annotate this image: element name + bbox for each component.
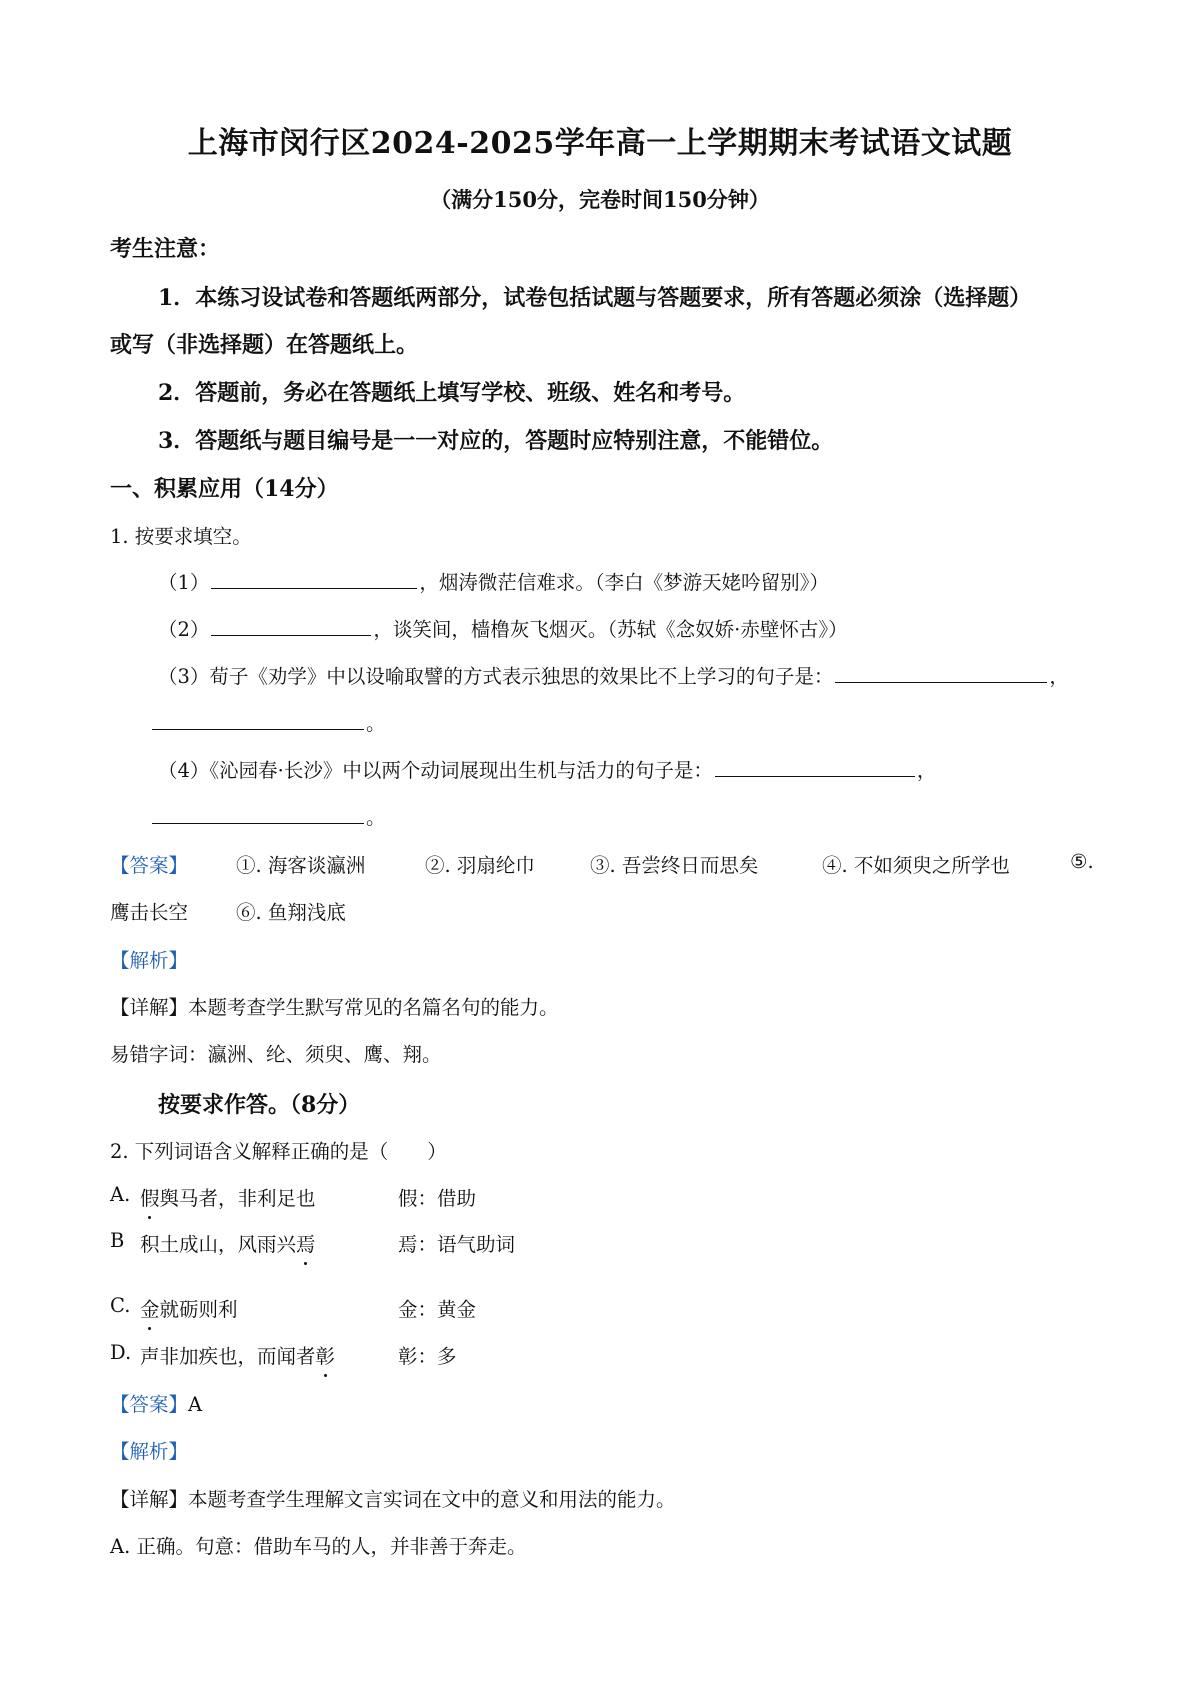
q1-line2-number: （2） [158,618,210,641]
page-subtitle: （满分150分，完卷时间150分钟） [430,187,770,212]
q1-line4-period: 。 [366,806,386,829]
q1-line3-period: 。 [366,712,386,735]
q1-answer-line2 [110,897,346,925]
q2-analysis-tag: 【解析】 [110,1440,189,1463]
notice-item-1a: 1．本练习设试卷和答题纸两部分，试卷包括试题与答题要求，所有答题必须涂（选择题） [158,285,1032,311]
q1-line1-number: （1） [158,571,210,594]
q1-answer-5: 鹰击长空 [110,901,189,924]
q2-option-a-label: A. [110,1183,131,1206]
q2-option-d-label: D. [110,1341,132,1364]
q2-option-d-text: 声非加疾也，而闻者 [140,1345,316,1368]
q2-stem: 2. 下列词语含义解释正确的是（ ） [110,1140,447,1163]
page-title: 上海市闵行区2024-2025学年高一上学期期末考试语文试题 [187,126,1013,161]
q1-blank-4[interactable] [152,710,364,731]
notice-item-2: 2．答题前，务必在答题纸上填写学校、班级、姓名和考号。 [158,380,746,406]
q1-detail: 【详解】本题考查学生默写常见的名篇名句的能力。 [110,996,559,1019]
q1-answer-1: ①. 海客谈瀛洲 [236,854,366,877]
q1-line1 [158,567,829,595]
q1-answer-5-number: ⑤. [1070,850,1094,873]
notice-item-1b: 或写（非选择题）在答题纸上。 [110,332,419,358]
q2-answer-tag: 【答案】 [110,1393,189,1416]
q2-option-a[interactable] [110,1183,477,1210]
q1-line3-text: （3）荀子《劝学》中以设喻取譬的方式表示独思的效果比不上学习的句子是： [158,665,834,688]
q1-answer-2: ②. 羽扇纶巾 [425,854,535,877]
q2-answer-line [110,1389,202,1417]
q1-answer-line [110,850,1100,878]
q2-option-b-keychar: 焉 [296,1229,316,1257]
q1-blank-5[interactable] [715,757,915,778]
q1-line4 [158,755,936,783]
q1-answer-3: ③. 吾尝终日而思矣 [590,854,759,877]
notice-heading: 考生注意： [110,236,221,262]
q2-option-d-explain: 彰：多 [398,1345,457,1368]
q1-blank-3[interactable] [835,663,1047,684]
q1-line3-cont [150,708,386,736]
q1-line3-comma: ， [1049,665,1069,688]
q2-option-c-keychar: 金 [140,1294,160,1322]
q1-line4-text: （4）《沁园春·长沙》中以两个动词展现出生机与活力的句子是： [158,759,713,782]
q1-analysis-tag: 【解析】 [110,949,189,972]
q1-line2 [158,614,848,642]
q2-option-b[interactable] [110,1229,516,1256]
q1-blank-2[interactable] [211,616,371,637]
q2-option-a-explain: 假：借助 [398,1187,477,1210]
q2-option-c-explain: 金：黄金 [398,1298,477,1321]
q1-answer-6: ⑥. 鱼翔浅底 [236,901,346,924]
q2-option-c-text: 就砺则利 [159,1298,238,1321]
q2-option-b-explain: 焉：语气助词 [398,1233,516,1256]
q2-detail: 【详解】本题考查学生理解文言实词在文中的意义和用法的能力。 [110,1488,676,1511]
q1-line4-comma: ， [916,759,937,782]
q2-option-a-keychar: 假 [140,1183,160,1211]
q1-line4-cont [150,802,386,830]
q1-errata: 易错字词：瀛洲、纶、须臾、鹰、翔。 [110,1043,442,1066]
q1-blank-1[interactable] [211,569,417,590]
q2-option-d-keychar: 彰 [316,1341,336,1369]
section2-heading: 按要求作答。（8分） [158,1092,361,1118]
q2-option-c-label: C. [110,1294,131,1317]
q2-option-c[interactable] [110,1294,477,1321]
q2-answer: A [188,1393,203,1416]
q2-option-a-text: 舆马者，非利足也 [159,1187,316,1210]
q1-answer-tag: 【答案】 [110,854,189,877]
q1-answer-4: ④. 不如须臾之所学也 [822,854,1010,877]
q1-line2-text: ，谈笑间，樯橹灰飞烟灭。（苏轼《念奴娇·赤壁怀古》） [373,618,848,641]
q2-a-explain: A. 正确。句意：借助车马的人，并非善于奔走。 [110,1535,527,1558]
section1-heading: 一、积累应用（14分） [110,476,339,502]
q1-line3 [158,661,1069,689]
q1-line1-text: ，烟涛微茫信难求。（李白《梦游天姥吟留别》） [419,571,829,594]
q1-blank-6[interactable] [152,804,364,825]
q2-option-b-text: 积土成山，风雨兴 [140,1233,297,1256]
q2-option-d[interactable] [110,1341,457,1368]
q1-stem: 1. 按要求填空。 [110,525,252,548]
notice-item-3: 3．答题纸与题目编号是一一对应的，答题时应特别注意，不能错位。 [158,428,834,454]
q2-option-b-label: B [110,1229,125,1252]
